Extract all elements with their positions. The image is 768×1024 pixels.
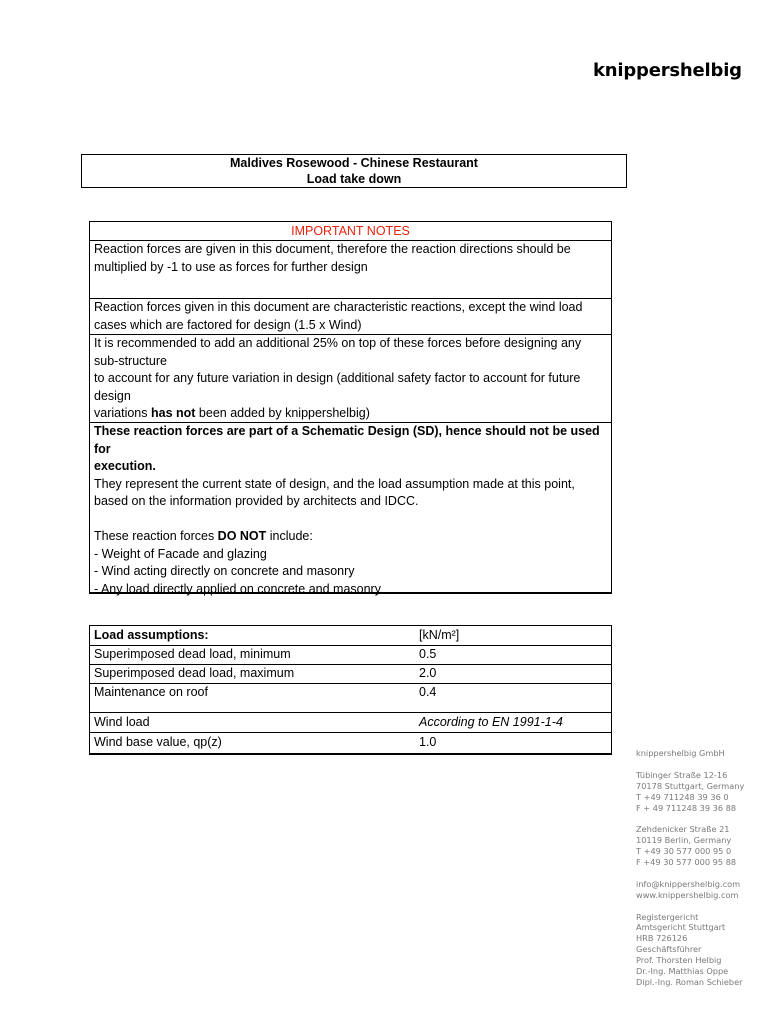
note-bold-line: execution.	[94, 459, 156, 473]
note-line: to account for any future variation in design (additional safety factor to account for future	[94, 371, 581, 385]
load-value: 1.0	[419, 735, 437, 749]
load-value: 0.5	[419, 647, 437, 661]
note-line: cases which are factored for design (1.5 x Wind)	[94, 317, 362, 332]
table-row	[90, 713, 611, 733]
load-header-label: Load assumptions:	[94, 628, 209, 642]
table-row	[90, 733, 611, 753]
company-address-sidebar	[636, 748, 764, 999]
phone-line: T +49 711248 39 36 0	[636, 791, 729, 802]
load-value: 2.0	[419, 666, 437, 680]
important-notes-table	[89, 221, 612, 594]
legal-line: Geschäftsführer	[636, 944, 702, 955]
address-line: 70178 Stuttgart, Germany	[636, 780, 745, 791]
email-line: info@knippershelbig.com	[636, 878, 741, 889]
note-bold-line: These reaction forces are part of a Schematic Design (SD), hence should not be used for	[94, 424, 600, 456]
load-label: Superimposed dead load, minimum	[94, 647, 291, 661]
legal-line: Registergericht	[636, 911, 699, 922]
address-line: Tübinger Straße 12-16	[636, 769, 728, 780]
load-header-unit: [kN/m²]	[419, 628, 460, 642]
note-line: Reaction forces given in this document are characteristic reactions, except the wind load	[94, 300, 583, 314]
legal-line: Amtsgericht Stuttgart	[636, 922, 726, 933]
company-name-block	[636, 748, 764, 759]
address-line: Zehdenicker Straße 21	[636, 824, 730, 835]
notes-heading: IMPORTANT NOTES	[90, 222, 611, 241]
website-line: www.knippershelbig.com	[636, 889, 739, 900]
note-line: design	[94, 388, 131, 403]
stuttgart-office	[636, 770, 764, 814]
fax-line: F + 49 711248 39 36 88	[636, 802, 737, 813]
note-cell-sign-convention	[90, 241, 611, 299]
load-value: 0.4	[419, 685, 437, 699]
load-value: According to EN 1991-1-4	[419, 715, 563, 729]
note-text: These reaction forces	[94, 529, 218, 543]
note-cell-additional-factor	[90, 335, 611, 423]
note-text: include:	[266, 529, 313, 543]
load-assumptions-table	[89, 625, 612, 755]
note-emphasis: DO NOT	[217, 529, 267, 543]
note-line: Reaction forces are given in this document, therefore the reaction directions should be	[94, 242, 571, 256]
load-label: Wind load	[94, 715, 150, 729]
note-text: variations	[94, 406, 151, 420]
berlin-office	[636, 824, 764, 868]
note-emphasis: has not	[150, 406, 196, 420]
legal-line: Prof. Thorsten Helbig	[636, 955, 722, 966]
load-label: Superimposed dead load, maximum	[94, 666, 295, 680]
load-table-header	[90, 626, 611, 646]
company-logo: knippershelbig	[593, 60, 742, 81]
blank-line	[94, 511, 607, 529]
company-name: knippershelbig GmbH	[636, 748, 725, 758]
note-text: been added by knippershelbig)	[195, 406, 370, 420]
project-title: Maldives Rosewood - Chinese Restaurant	[230, 156, 478, 170]
exclusion-bullet: - Any load directly applied on concrete and masonry	[94, 581, 381, 596]
table-row	[90, 665, 611, 684]
fax-line: F +49 30 577 000 95 88	[636, 857, 737, 868]
load-label: Wind base value, qp(z)	[94, 735, 222, 749]
note-line	[94, 405, 607, 423]
legal-line: HRB 726126	[636, 933, 688, 944]
exclusion-bullet: - Weight of Facade and glazing	[94, 546, 267, 561]
note-line: It is recommended to add an additional 25% on top of these forces before designing any	[94, 336, 582, 350]
load-label: Maintenance on roof	[94, 685, 208, 699]
address-line: 10119 Berlin, Germany	[636, 835, 732, 846]
phone-line: T +49 30 577 000 95 0	[636, 846, 732, 857]
legal-line: Dipl.-Ing. Roman Schieber	[636, 976, 743, 987]
document-title-box	[81, 154, 627, 188]
legal-line: Dr.-Ing. Matthias Oppe	[636, 966, 729, 977]
note-line: based on the information provided by architects and IDCC.	[94, 494, 419, 508]
note-line: sub-structure	[94, 353, 167, 368]
table-row	[90, 684, 611, 713]
contact-block	[636, 879, 764, 901]
note-cell-schematic-design	[90, 423, 611, 596]
exclusion-bullet: - Wind acting directly on concrete and masonry	[94, 564, 355, 578]
note-line	[94, 528, 607, 546]
note-cell-characteristic-reactions	[90, 299, 611, 335]
table-row	[90, 646, 611, 665]
note-line: multiplied by -1 to use as forces for further design	[94, 259, 368, 274]
legal-block	[636, 912, 764, 988]
note-line: They represent the current state of design, and the load assumption made at this point,	[94, 476, 575, 491]
document-subtitle: Load take down	[306, 172, 402, 186]
